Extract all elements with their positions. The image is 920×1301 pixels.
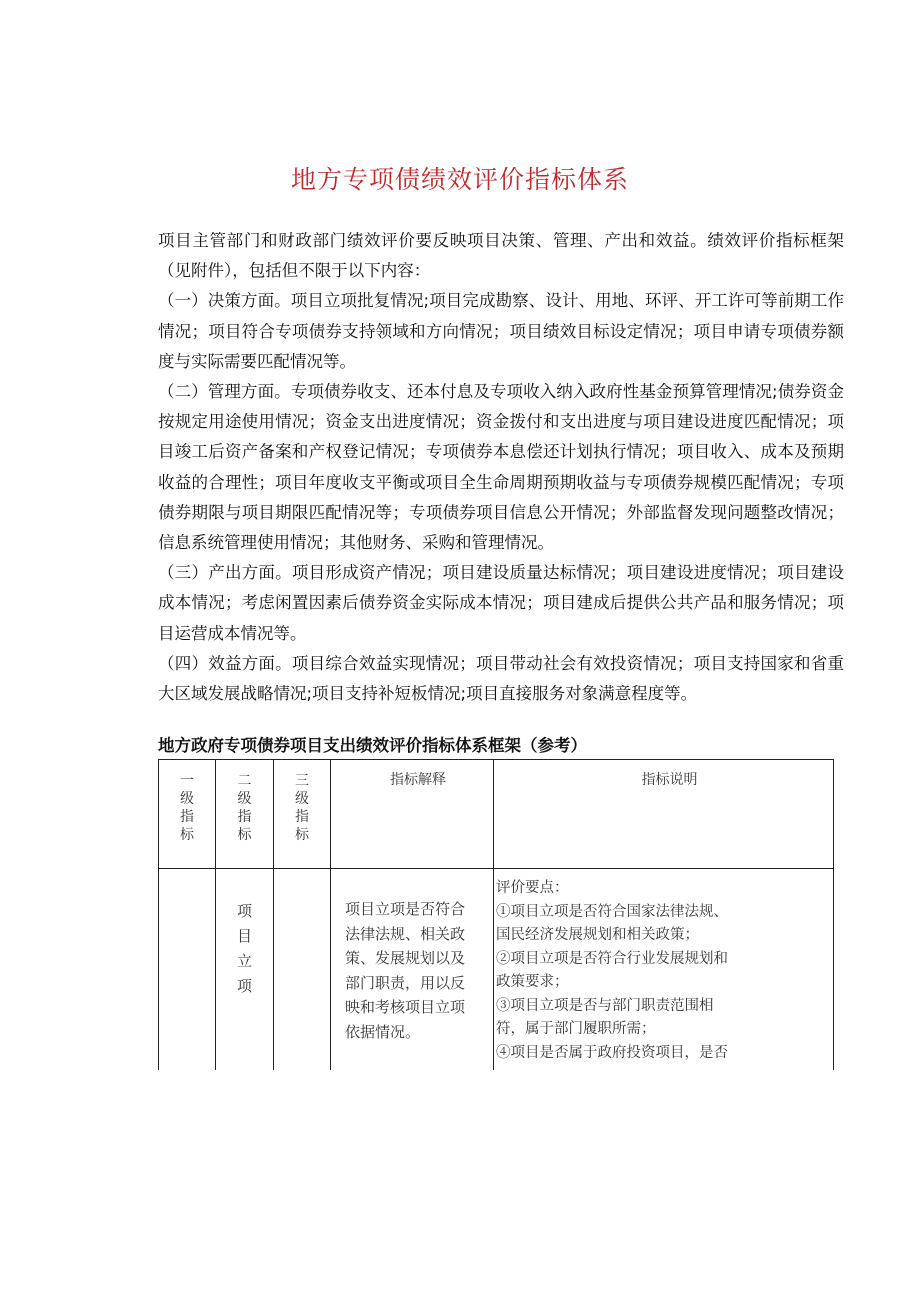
- page-title: 地方专项债绩效评价指标体系: [290, 165, 629, 194]
- header-explanation: [331, 760, 494, 869]
- header-level3-char: 标: [295, 827, 309, 843]
- header-level1-char: 一: [180, 773, 194, 789]
- header-level2-char: 指: [237, 809, 252, 825]
- description-line: 政策要求；: [496, 974, 569, 990]
- cell-level2-char: 项: [236, 977, 252, 995]
- benefit-paragraph: （四）效益方面。项目综合效益实现情况；项目带动社会有效投资情况；项目支持国家和省重大区域发展战略情况;项目支持补短板情况;项目直接服务对象满意程度等。: [158, 653, 844, 704]
- header-description: [494, 760, 834, 869]
- cell-level2-char: 项: [236, 902, 252, 920]
- cell-level3: [274, 869, 331, 1070]
- header-level1-char: 标: [180, 827, 194, 843]
- header-level3-char: 级: [295, 791, 309, 807]
- header-description-label: 指标说明: [641, 772, 698, 788]
- header-level2: [216, 760, 274, 869]
- table-row: [159, 869, 834, 1070]
- header-level3: [274, 760, 331, 869]
- management-paragraph: （二）管理方面。专项债券收支、还本付息及专项收入纳入政府性基金预算管理情况;债券资金按规定用途使用情况；资金支出进度情况；资金拨付和支出进度与项目建设进度匹配情况；项目竣工后资产备案和产权登记情况；专项债券本息偿还计划执行情况；项目收入、成本及预期收益的合理性；项目年度收支平衡或项目全生命周期预期收益与专项债券规模匹配情况；专项债券期限与项目期限匹配情况等；专项债券项目信息公开情况；外部监督发现问题整改情况；信息系统管理使用情况；其他财务、采购和管理情况。: [158, 382, 844, 553]
- header-level2-char: 二: [237, 773, 252, 789]
- description-line: ①项目立项是否符合国家法律法规、: [496, 903, 728, 920]
- indicator-table: [158, 759, 834, 1070]
- description-line: 国民经济发展规划和相关政策；: [496, 927, 699, 943]
- header-level2-char: 标: [237, 827, 252, 843]
- output-paragraph: （三）产出方面。项目形成资产情况；项目建设质量达标情况；项目建设进度情况；项目建设成本情况；考虑闲置因素后债券资金实际成本情况；项目建成后提供公共产品和服务情况；项目运营成本情况等。: [158, 563, 844, 643]
- description-line: ④项目是否属于政府投资项目，是否: [496, 1044, 728, 1061]
- description-line: 符，属于部门履职所需；: [496, 1021, 656, 1037]
- table-caption: 地方政府专项债券项目支出绩效评价指标体系框架（参考）: [158, 736, 587, 755]
- header-level3-char: 三: [295, 773, 309, 789]
- header-explanation-label: 指标解释: [390, 772, 446, 788]
- cell-description: [494, 869, 834, 1070]
- cell-level1: [159, 869, 216, 1070]
- cell-explanation: [331, 869, 494, 1070]
- cell-level2: [216, 869, 274, 1070]
- description-line: ②项目立项是否符合行业发展规划和: [496, 950, 728, 967]
- header-level1: [159, 760, 216, 869]
- cell-explanation-text: 项目立项是否符合法律法规、相关政策、发展规划以及部门职责，用以反映和考核项目立项依据情况。: [345, 900, 466, 1041]
- cell-level2-char: 立: [236, 952, 252, 970]
- header-level3-char: 指: [295, 809, 309, 825]
- decision-paragraph: （一）决策方面。项目立项批复情况;项目完成勘察、设计、用地、环评、开工许可等前期工作情况；项目符合专项债券支持领域和方向情况；项目绩效目标设定情况；项目申请专项债券额度与实际需要匹配情况等。: [158, 291, 844, 371]
- header-level2-char: 级: [237, 791, 252, 807]
- cell-level2-char: 目: [236, 927, 252, 945]
- intro-paragraph: 项目主管部门和财政部门绩效评价要反映项目决策、管理、产出和效益。绩效评价指标框架（见附件），包括但不限于以下内容：: [158, 231, 844, 281]
- description-line: ③项目立项是否与部门职责范围相: [496, 997, 714, 1014]
- header-level1-char: 指: [180, 809, 194, 825]
- header-level1-char: 级: [180, 791, 194, 807]
- document-body: [158, 226, 844, 709]
- table-header-row: [159, 760, 834, 869]
- description-line: 评价要点：: [496, 880, 569, 896]
